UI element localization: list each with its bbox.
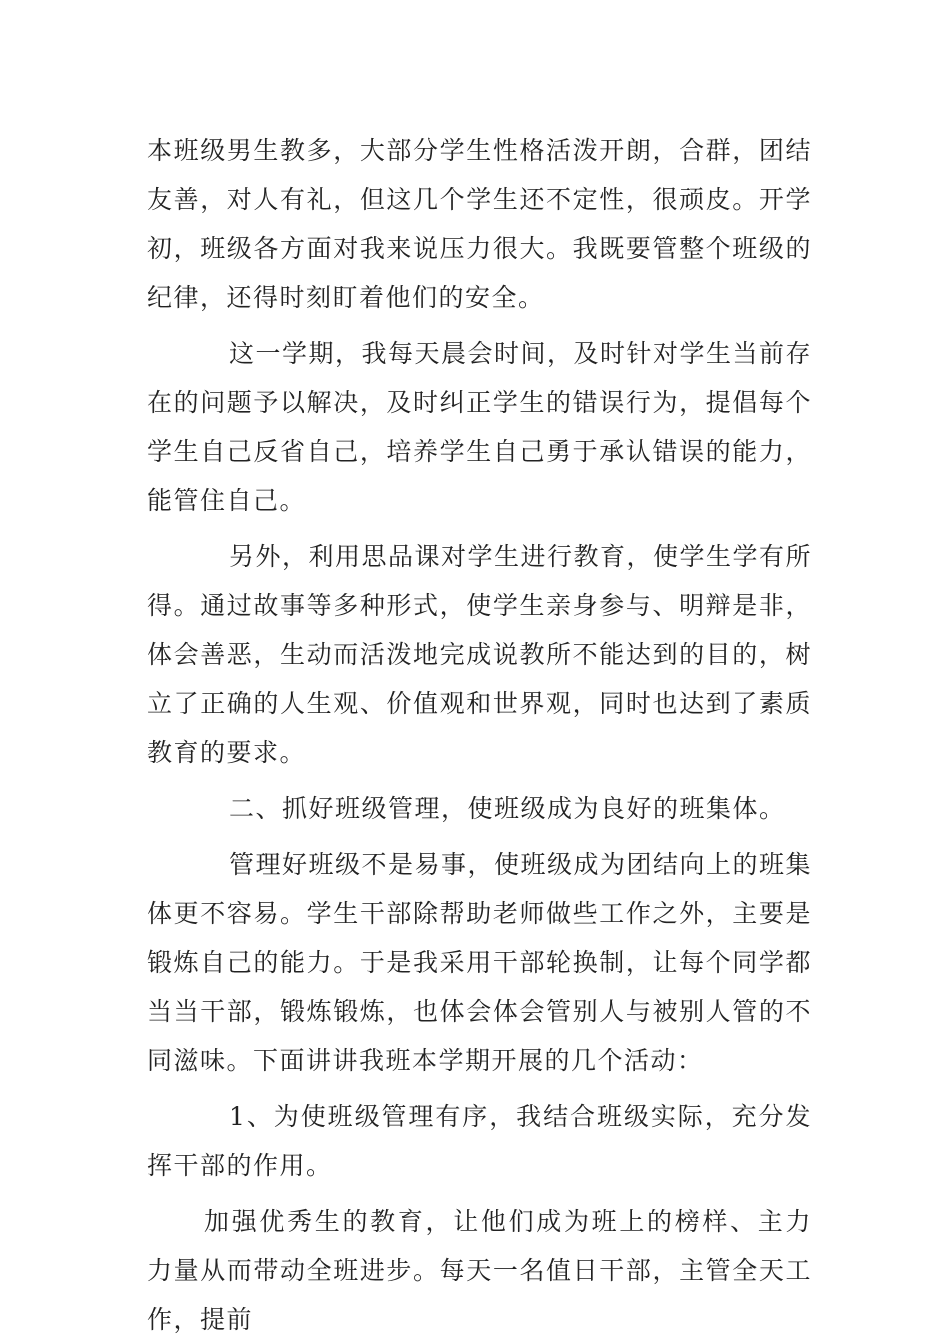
paragraph-4: 管理好班级不是易事，使班级成为团结向上的班集体更不容易。学生干部除帮助老师做些工作之外，主要是锻炼自己的能力。于是我采用干部轮换制，让每个同学都当当干部，锻炼锻炼，也体会体会管别人与被别人管的不同滋味。下面讲讲我班本学期开展的几个活动： [147, 850, 813, 1075]
paragraph-3: 另外，利用思品课对学生进行教育，使学生学有所得。通过故事等多种形式，使学生亲身参与、明辩是非，体会善恶，生动而活泼地完成说教所不能达到的目的，树立了正确的人生观、价值观和世界观，同时也达到了素质教育的要求。 [147, 542, 813, 767]
section-heading: 二、抓好班级管理，使班级成为良好的班集体。 [229, 794, 786, 823]
paragraph-1: 本班级男生教多，大部分学生性格活泼开朗，合群，团结友善，对人有礼，但这几个学生还不定性，很顽皮。开学初，班级各方面对我来说压力很大。我既要管整个班级的纪律，还得时刻盯着他们的安全。 [147, 136, 812, 312]
paragraph-2: 这一学期，我每天晨会时间，及时针对学生当前存在的问题予以解决，及时纠正学生的错误行为，提倡每个学生自己反省自己，培养学生自己勇于承认错误的能力，能管住自己。 [147, 339, 813, 515]
paragraph-5: 加强优秀生的教育，让他们成为班上的榜样、主力力量从而带动全班进步。每天一名值日干部，主管全天工作，提前 [147, 1207, 812, 1334]
list-item-1: 1、为使班级管理有序，我结合班级实际，充分发挥干部的作用。 [147, 1102, 812, 1180]
document-body [147, 126, 812, 1344]
